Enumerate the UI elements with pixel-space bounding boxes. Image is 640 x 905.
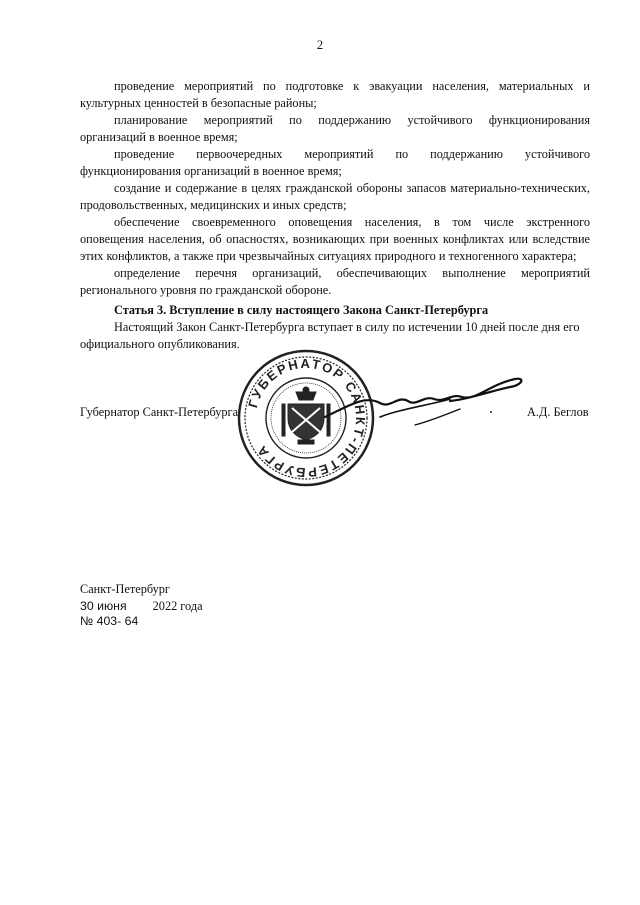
paragraph-evacuation: проведение мероприятий по подготовке к эвакуации населения, материальных и культурных ценностей в безопасные районы;: [80, 79, 590, 110]
date-day-month: 30 июня: [80, 599, 127, 613]
paragraph-planning: планирование мероприятий по поддержанию устойчивого функционирования организаций в военное время;: [80, 113, 590, 144]
place-of-signing: Санкт-Петербург: [80, 582, 170, 596]
paragraph-reserves: создание и содержание в целях гражданской обороны запасов материально-технических, продовольственных, медицинских и иных средств;: [80, 181, 590, 212]
paragraph-organizations-list: определение перечня организаций, обеспечивающих выполнение мероприятий регионального уровня по гражданской обороне.: [80, 266, 590, 297]
signatory-title: Губернатор Санкт-Петербурга: [80, 405, 239, 419]
article-3: [80, 302, 600, 353]
law-number: № 403- 64: [80, 614, 139, 628]
signatory-name: А.Д. Беглов: [527, 405, 589, 419]
seal-text: ГУБЕРНАТОР САНКТ-ПЕТЕРБУРГА: [245, 355, 369, 481]
paragraph-priority-measures: проведение первоочередных мероприятий по поддержанию устойчивого функционирования организаций в военное время;: [80, 147, 590, 178]
article-heading: Статья 3. Вступление в силу настоящего Закона Санкт-Петербурга: [114, 303, 489, 317]
date-year: 2022 года: [152, 599, 203, 613]
document-body: [80, 78, 590, 299]
signature-dot: [490, 411, 492, 413]
signature-autograph: [320, 365, 530, 435]
page-number: 2: [316, 38, 324, 52]
article-text: Настоящий Закон Санкт-Петербурга вступает в силу по истечении 10 дней после дня его официального опубликования.: [80, 320, 580, 351]
paragraph-alerting: обеспечение своевременного оповещения населения, в том числе экстренного оповещения населения, об опасностях, возникающих при военных конфликтах или вследствие этих конфликтов, а также при чрезвычайных ситуациях природного и техногенного характера;: [80, 215, 590, 263]
